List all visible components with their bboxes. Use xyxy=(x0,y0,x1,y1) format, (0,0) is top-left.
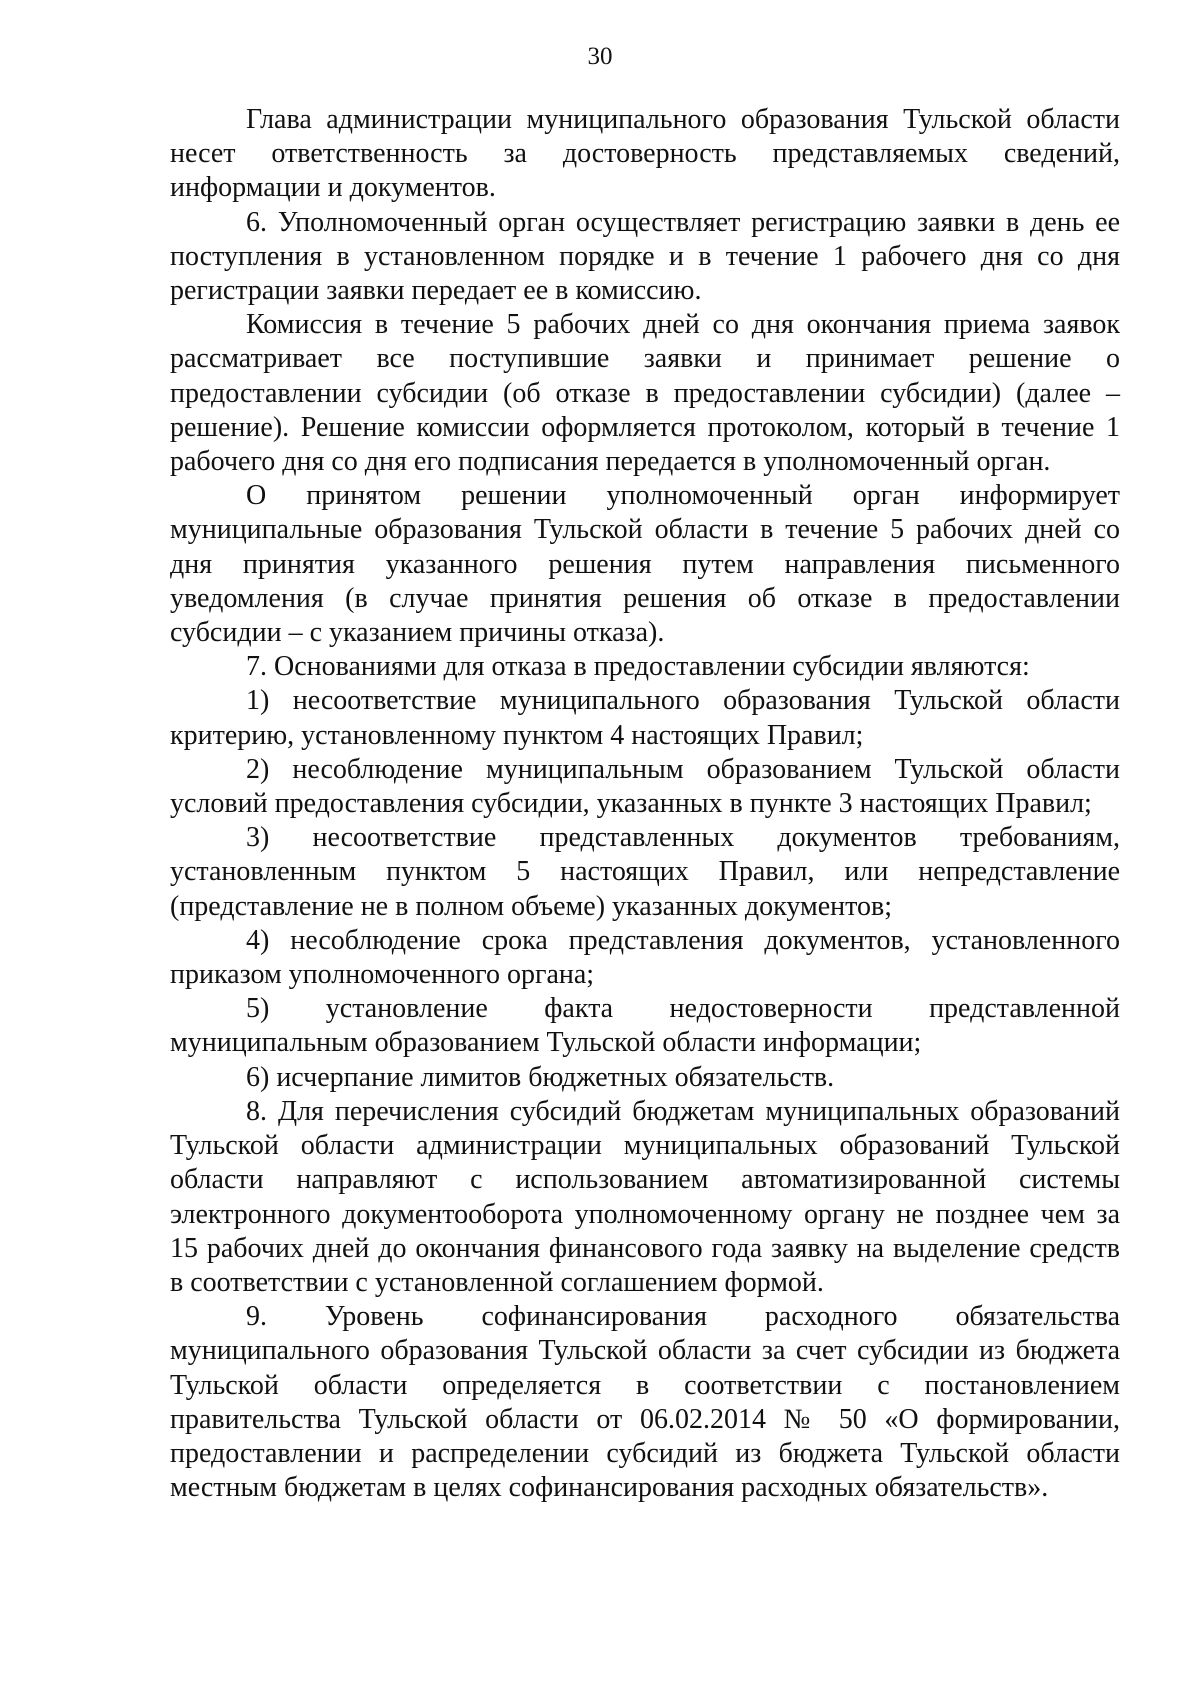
paragraph-7-refusal-grounds: 7. Основаниями для отказа в предоставлении субсидии являются: xyxy=(246,651,1030,683)
paragraph-responsibility: Глава администрации муниципального образования Тульской области несет ответственность за достоверность представляемых сведений, информации и документов. xyxy=(170,104,1120,204)
list-item-5: 5) установление факта недостоверности представленной муниципальным образованием Тульской области информации; xyxy=(170,993,1120,1059)
list-item-6: 6) исчерпание лимитов бюджетных обязательств. xyxy=(246,1061,835,1093)
paragraph-notification: О принятом решении уполномоченный орган информирует муниципальные образования Тульской области в течение 5 рабочих дней со дня принятия указанного решения путем направления письменного уведомления (в случае принятия решения об отказе в предоставлении субсидии – с указанием причины отказа). xyxy=(170,480,1120,649)
document-body xyxy=(170,103,1120,1505)
paragraph-commission-decision: Комиссия в течение 5 рабочих дней со дня окончания приема заявок рассматривает все поступившие заявки и принимает решение о предоставлении субсидии (об отказе в предоставлении субсидии) (далее – решение). Решение комиссии оформляется протоколом, который в течение 1 рабочего дня со дня его подписания передается в уполномоченный орган. xyxy=(170,309,1120,478)
page-number: 30 xyxy=(587,43,613,70)
list-item-4: 4) несоблюдение срока представления документов, установленного приказом уполномоченного органа; xyxy=(170,924,1120,991)
list-item-2: 2) несоблюдение муниципальным образованием Тульской области условий предоставления субсидии, указанных в пункте 3 настоящих Правил; xyxy=(170,753,1120,820)
list-item-1: 1) несоответствие муниципального образования Тульской области критерию, установленному пунктом 4 настоящих Правил; xyxy=(170,685,1120,751)
paragraph-8-transfer: 8. Для перечисления субсидий бюджетам муниципальных образований Тульской области администрации муниципальных образований Тульской области направляют с использованием автоматизированной системы электронного документооборота уполномоченному органу не позднее чем за 15 рабочих дней до окончания финансового года заявку на выделение средств в соответствии с установленной соглашением формой. xyxy=(170,1095,1120,1298)
list-item-3: 3) несоответствие представленных документов требованиям, установленным пунктом 5 настоящих Правил, или непредставление (представление не в полном объеме) указанных документов; xyxy=(170,822,1120,922)
paragraph-6-registration: 6. Уполномоченный орган осуществляет регистрацию заявки в день ее поступления в установленном порядке и в течение 1 рабочего дня со дня регистрации заявки передает ее в комиссию. xyxy=(170,206,1120,307)
paragraph-9-cofinancing: 9. Уровень софинансирования расходного обязательства муниципального образования Тульской области за счет субсидии из бюджета Тульской области определяется в соответствии с постановлением правительства Тульской области от 06.02.2014 № 50 «О формировании, предоставлении и распределении субсидий из бюджета Тульской области местным бюджетам в целях софинансирования расходных обязательств». xyxy=(170,1301,1120,1504)
